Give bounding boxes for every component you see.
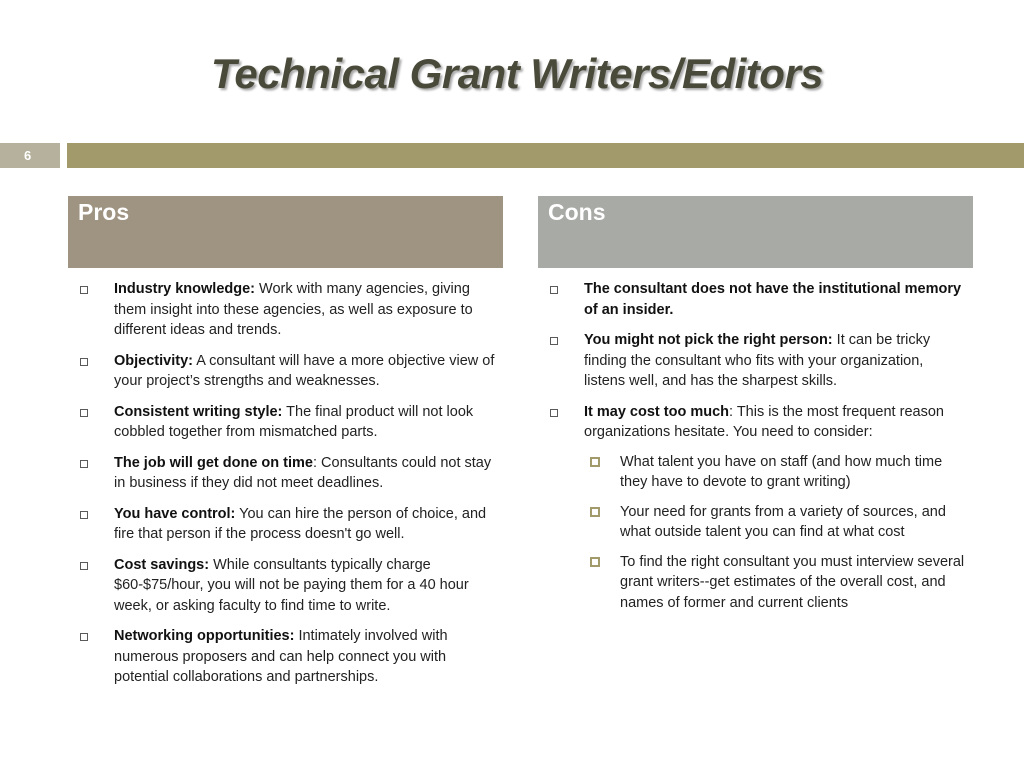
checkbox-bullet-icon	[80, 633, 88, 641]
pros-header: Pros	[68, 196, 503, 268]
title-divider-bar	[67, 143, 1024, 168]
checkbox-bullet-icon	[550, 409, 558, 417]
consideration-text: What talent you have on staff (and how much time they have to devote to grant writing)	[620, 453, 943, 490]
pros-list	[78, 279, 498, 698]
checkbox-bullet-icon	[80, 358, 88, 366]
square-bullet-icon	[590, 507, 600, 517]
checkbox-bullet-icon	[80, 562, 88, 570]
cons-item-heading: You might not pick the right person:	[584, 332, 833, 348]
pros-item-job-done-on-time	[78, 453, 498, 494]
pros-item-industry-knowledge	[78, 279, 498, 341]
checkbox-bullet-icon	[80, 460, 88, 468]
cons-item-heading: It may cost too much	[584, 403, 730, 420]
square-bullet-icon	[590, 557, 600, 567]
checkbox-bullet-icon	[80, 286, 88, 294]
consideration-item	[584, 502, 968, 543]
pros-item-text: You can hire the person of choice, and fire that person if the process doesn't go well.	[114, 505, 487, 542]
cons-list	[548, 279, 968, 623]
pros-item-heading: Consistent writing style:	[114, 403, 283, 420]
pros-item-cost-savings	[78, 555, 498, 617]
cons-item-text: : This is the most frequent reason organizations hesitate. You need to consider:	[584, 403, 944, 440]
cons-item-cost-too-much	[548, 402, 968, 614]
cons-item-text: It can be tricky finding the consultant who fits with your organization, listens well, and has the sharpest skills.	[584, 332, 931, 389]
consideration-item	[584, 552, 968, 614]
cons-header: Cons	[538, 196, 973, 268]
pros-item-text: A consultant will have a more objective view of your project’s strengths and weaknesses.	[114, 352, 495, 389]
pros-item-heading: The job will get done on time	[114, 454, 313, 471]
cons-item-wrong-person	[548, 330, 968, 392]
pros-item-you-have-control	[78, 504, 498, 545]
pros-item-heading: You have control:	[114, 505, 236, 522]
slide-title: Technical Grant Writers/Editors	[210, 50, 824, 97]
pros-item-heading: Networking opportunities:	[114, 628, 295, 644]
checkbox-bullet-icon	[550, 337, 558, 345]
checkbox-bullet-icon	[550, 286, 558, 294]
pros-item-text: Intimately involved with numerous proposers and can help connect you with potential collaborations and partnerships.	[114, 628, 448, 685]
pros-item-text: While consultants typically charge $60-$75/hour, you will not be paying them for a 40 hour week, or asking faculty to find time to write.	[114, 556, 469, 614]
pros-item-heading: Objectivity:	[114, 352, 193, 369]
checkbox-bullet-icon	[80, 511, 88, 519]
pros-item-text: Work with many agencies, giving them insight into these agencies, as well as exposure to different ideas and trends.	[114, 281, 473, 338]
square-bullet-icon	[590, 457, 600, 467]
pros-item-text: : Consultants could not stay in business if they did not meet deadlines.	[114, 454, 492, 491]
pros-item-text: The final product will not look cobbled together from mismatched parts.	[114, 403, 482, 440]
pros-item-objectivity	[78, 351, 498, 392]
cons-item-heading: The consultant does not have the institutional memory of an insider.	[584, 281, 962, 318]
pros-item-consistent-writing-style	[78, 402, 498, 443]
cost-considerations-list	[584, 452, 968, 614]
cons-item-institutional-memory	[548, 279, 968, 320]
consideration-text: To find the right consultant you must interview several grant writers--get estimates of the overall cost, and names of former and current clients	[620, 553, 965, 611]
checkbox-bullet-icon	[80, 409, 88, 417]
pros-item-heading: Industry knowledge:	[114, 281, 255, 297]
consideration-text: Your need for grants from a variety of sources, and what outside talent you can find at what cost	[620, 503, 946, 540]
pros-item-heading: Cost savings:	[114, 556, 210, 573]
slide-number: 6	[0, 143, 60, 168]
pros-item-networking-opportunities	[78, 626, 498, 688]
consideration-item	[584, 452, 968, 493]
